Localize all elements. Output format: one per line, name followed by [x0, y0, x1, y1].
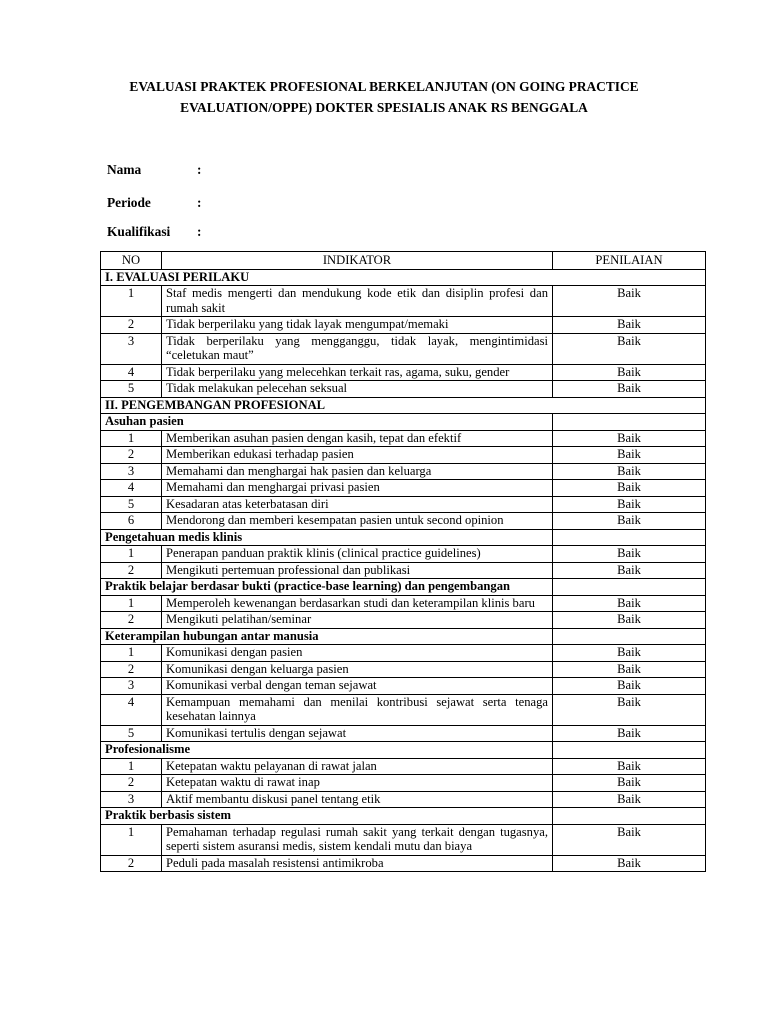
row-number: 2: [101, 661, 162, 678]
header-indikator: INDIKATOR: [162, 252, 553, 270]
row-number: 6: [101, 513, 162, 530]
table-header-row: [101, 252, 706, 270]
nama-row: [107, 162, 201, 178]
subsection-row: [101, 628, 706, 645]
section-title: II. PENGEMBANGAN PROFESIONAL: [101, 397, 706, 414]
row-number: 2: [101, 447, 162, 464]
table-row: [101, 824, 706, 855]
row-number: 3: [101, 791, 162, 808]
row-rating: Baik: [553, 595, 706, 612]
row-indicator: Ketepatan waktu di rawat inap: [162, 775, 553, 792]
row-number: 5: [101, 381, 162, 398]
row-rating: Baik: [553, 317, 706, 334]
kualifikasi-row: [107, 224, 201, 240]
row-rating: Baik: [553, 463, 706, 480]
subsection-title: Praktik belajar berdasar bukti (practice-base learning) dan pengembangan: [101, 579, 553, 596]
row-indicator: Tidak berperilaku yang melecehkan terkait ras, agama, suku, gender: [162, 364, 553, 381]
row-number: 3: [101, 678, 162, 695]
table-row: [101, 381, 706, 398]
row-indicator: Kemampuan memahami dan menilai kontribusi sejawat serta tenaga kesehatan lainnya: [162, 694, 553, 725]
row-indicator: Komunikasi verbal dengan teman sejawat: [162, 678, 553, 695]
row-rating: Baik: [553, 430, 706, 447]
table-row: [101, 694, 706, 725]
table-row: [101, 758, 706, 775]
document-title: [60, 76, 708, 118]
row-rating: Baik: [553, 480, 706, 497]
row-rating: Baik: [553, 496, 706, 513]
row-indicator: Komunikasi dengan keluarga pasien: [162, 661, 553, 678]
subsection-empty-cell: [553, 628, 706, 645]
table-row: [101, 513, 706, 530]
row-indicator: Aktif membantu diskusi panel tentang etik: [162, 791, 553, 808]
row-rating: Baik: [553, 725, 706, 742]
row-rating: Baik: [553, 661, 706, 678]
row-number: 1: [101, 645, 162, 662]
row-rating: Baik: [553, 645, 706, 662]
row-indicator: Mengikuti pelatihan/seminar: [162, 612, 553, 629]
section-row: [101, 397, 706, 414]
evaluation-table: [100, 251, 706, 872]
row-number: 2: [101, 317, 162, 334]
table-row: [101, 364, 706, 381]
row-rating: Baik: [553, 791, 706, 808]
table-row: [101, 496, 706, 513]
table-row: [101, 661, 706, 678]
row-number: 4: [101, 364, 162, 381]
subsection-title: Pengetahuan medis klinis: [101, 529, 553, 546]
row-indicator: Kesadaran atas keterbatasan diri: [162, 496, 553, 513]
table-row: [101, 562, 706, 579]
row-number: 4: [101, 480, 162, 497]
row-indicator: Pemahaman terhadap regulasi rumah sakit yang terkait dengan tugasnya, seperti sistem asuransi medis, sistem kendali mutu dan biaya: [162, 824, 553, 855]
row-rating: Baik: [553, 678, 706, 695]
row-indicator: Komunikasi dengan pasien: [162, 645, 553, 662]
subsection-empty-cell: [553, 579, 706, 596]
row-number: 1: [101, 286, 162, 317]
table-row: [101, 317, 706, 334]
row-rating: Baik: [553, 364, 706, 381]
row-rating: Baik: [553, 824, 706, 855]
row-number: 4: [101, 694, 162, 725]
row-indicator: Memberikan edukasi terhadap pasien: [162, 447, 553, 464]
row-rating: Baik: [553, 546, 706, 563]
row-rating: Baik: [553, 758, 706, 775]
table-row: [101, 678, 706, 695]
nama-colon: :: [197, 162, 202, 177]
title-line-1: EVALUASI PRAKTEK PROFESIONAL BERKELANJUTAN (ON GOING PRACTICE: [129, 79, 639, 94]
title-line-2: EVALUATION/OPPE) DOKTER SPESIALIS ANAK RS BENGGALA: [180, 100, 588, 115]
kualifikasi-colon: :: [197, 224, 202, 239]
subsection-row: [101, 579, 706, 596]
row-indicator: Memberikan asuhan pasien dengan kasih, tepat dan efektif: [162, 430, 553, 447]
subsection-empty-cell: [553, 414, 706, 431]
table-row: [101, 430, 706, 447]
table-row: [101, 855, 706, 872]
row-indicator: Memahami dan menghargai hak pasien dan keluarga: [162, 463, 553, 480]
row-number: 5: [101, 496, 162, 513]
row-number: 5: [101, 725, 162, 742]
row-number: 1: [101, 595, 162, 612]
row-indicator: Penerapan panduan praktik klinis (clinical practice guidelines): [162, 546, 553, 563]
nama-label: Nama: [107, 162, 142, 177]
subsection-title: Keterampilan hubungan antar manusia: [101, 628, 553, 645]
table-row: [101, 791, 706, 808]
section-row: [101, 269, 706, 286]
row-number: 2: [101, 612, 162, 629]
row-indicator: Tidak berperilaku yang mengganggu, tidak layak, mengintimidasi “celetukan maut”: [162, 333, 553, 364]
row-number: 2: [101, 855, 162, 872]
row-rating: Baik: [553, 513, 706, 530]
row-rating: Baik: [553, 381, 706, 398]
subsection-empty-cell: [553, 808, 706, 825]
header-no: NO: [101, 252, 162, 270]
table-row: [101, 463, 706, 480]
row-number: 1: [101, 824, 162, 855]
subsection-title: Praktik berbasis sistem: [101, 808, 553, 825]
row-indicator: Komunikasi tertulis dengan sejawat: [162, 725, 553, 742]
periode-label: Periode: [107, 195, 151, 210]
table-body: [101, 269, 706, 872]
table-row: [101, 645, 706, 662]
subsection-empty-cell: [553, 529, 706, 546]
table-row: [101, 480, 706, 497]
row-indicator: Ketepatan waktu pelayanan di rawat jalan: [162, 758, 553, 775]
table-row: [101, 333, 706, 364]
row-indicator: Tidak berperilaku yang tidak layak mengumpat/memaki: [162, 317, 553, 334]
row-number: 3: [101, 333, 162, 364]
row-indicator: Peduli pada masalah resistensi antimikroba: [162, 855, 553, 872]
table-row: [101, 286, 706, 317]
row-rating: Baik: [553, 612, 706, 629]
row-rating: Baik: [553, 333, 706, 364]
row-rating: Baik: [553, 286, 706, 317]
row-indicator: Mendorong dan memberi kesempatan pasien untuk second opinion: [162, 513, 553, 530]
row-indicator: Mengikuti pertemuan professional dan publikasi: [162, 562, 553, 579]
table-row: [101, 725, 706, 742]
table-row: [101, 775, 706, 792]
table-row: [101, 595, 706, 612]
row-number: 1: [101, 758, 162, 775]
row-number: 3: [101, 463, 162, 480]
subsection-title: Asuhan pasien: [101, 414, 553, 431]
periode-row: [107, 195, 201, 211]
subsection-row: [101, 414, 706, 431]
header-penilaian: PENILAIAN: [553, 252, 706, 270]
row-number: 1: [101, 430, 162, 447]
row-rating: Baik: [553, 447, 706, 464]
table-row: [101, 447, 706, 464]
subsection-row: [101, 808, 706, 825]
row-number: 2: [101, 562, 162, 579]
subsection-title: Profesionalisme: [101, 742, 553, 759]
subsection-row: [101, 742, 706, 759]
periode-colon: :: [197, 195, 202, 210]
row-rating: Baik: [553, 562, 706, 579]
row-rating: Baik: [553, 855, 706, 872]
subsection-row: [101, 529, 706, 546]
row-indicator: Memahami dan menghargai privasi pasien: [162, 480, 553, 497]
table-row: [101, 546, 706, 563]
row-rating: Baik: [553, 775, 706, 792]
subsection-empty-cell: [553, 742, 706, 759]
row-indicator: Memperoleh kewenangan berdasarkan studi dan keterampilan klinis baru: [162, 595, 553, 612]
table-row: [101, 612, 706, 629]
row-number: 1: [101, 546, 162, 563]
section-title: I. EVALUASI PERILAKU: [101, 269, 706, 286]
row-number: 2: [101, 775, 162, 792]
row-indicator: Tidak melakukan pelecehan seksual: [162, 381, 553, 398]
row-rating: Baik: [553, 694, 706, 725]
kualifikasi-label: Kualifikasi: [107, 224, 171, 239]
row-indicator: Staf medis mengerti dan mendukung kode etik dan disiplin profesi dan rumah sakit: [162, 286, 553, 317]
